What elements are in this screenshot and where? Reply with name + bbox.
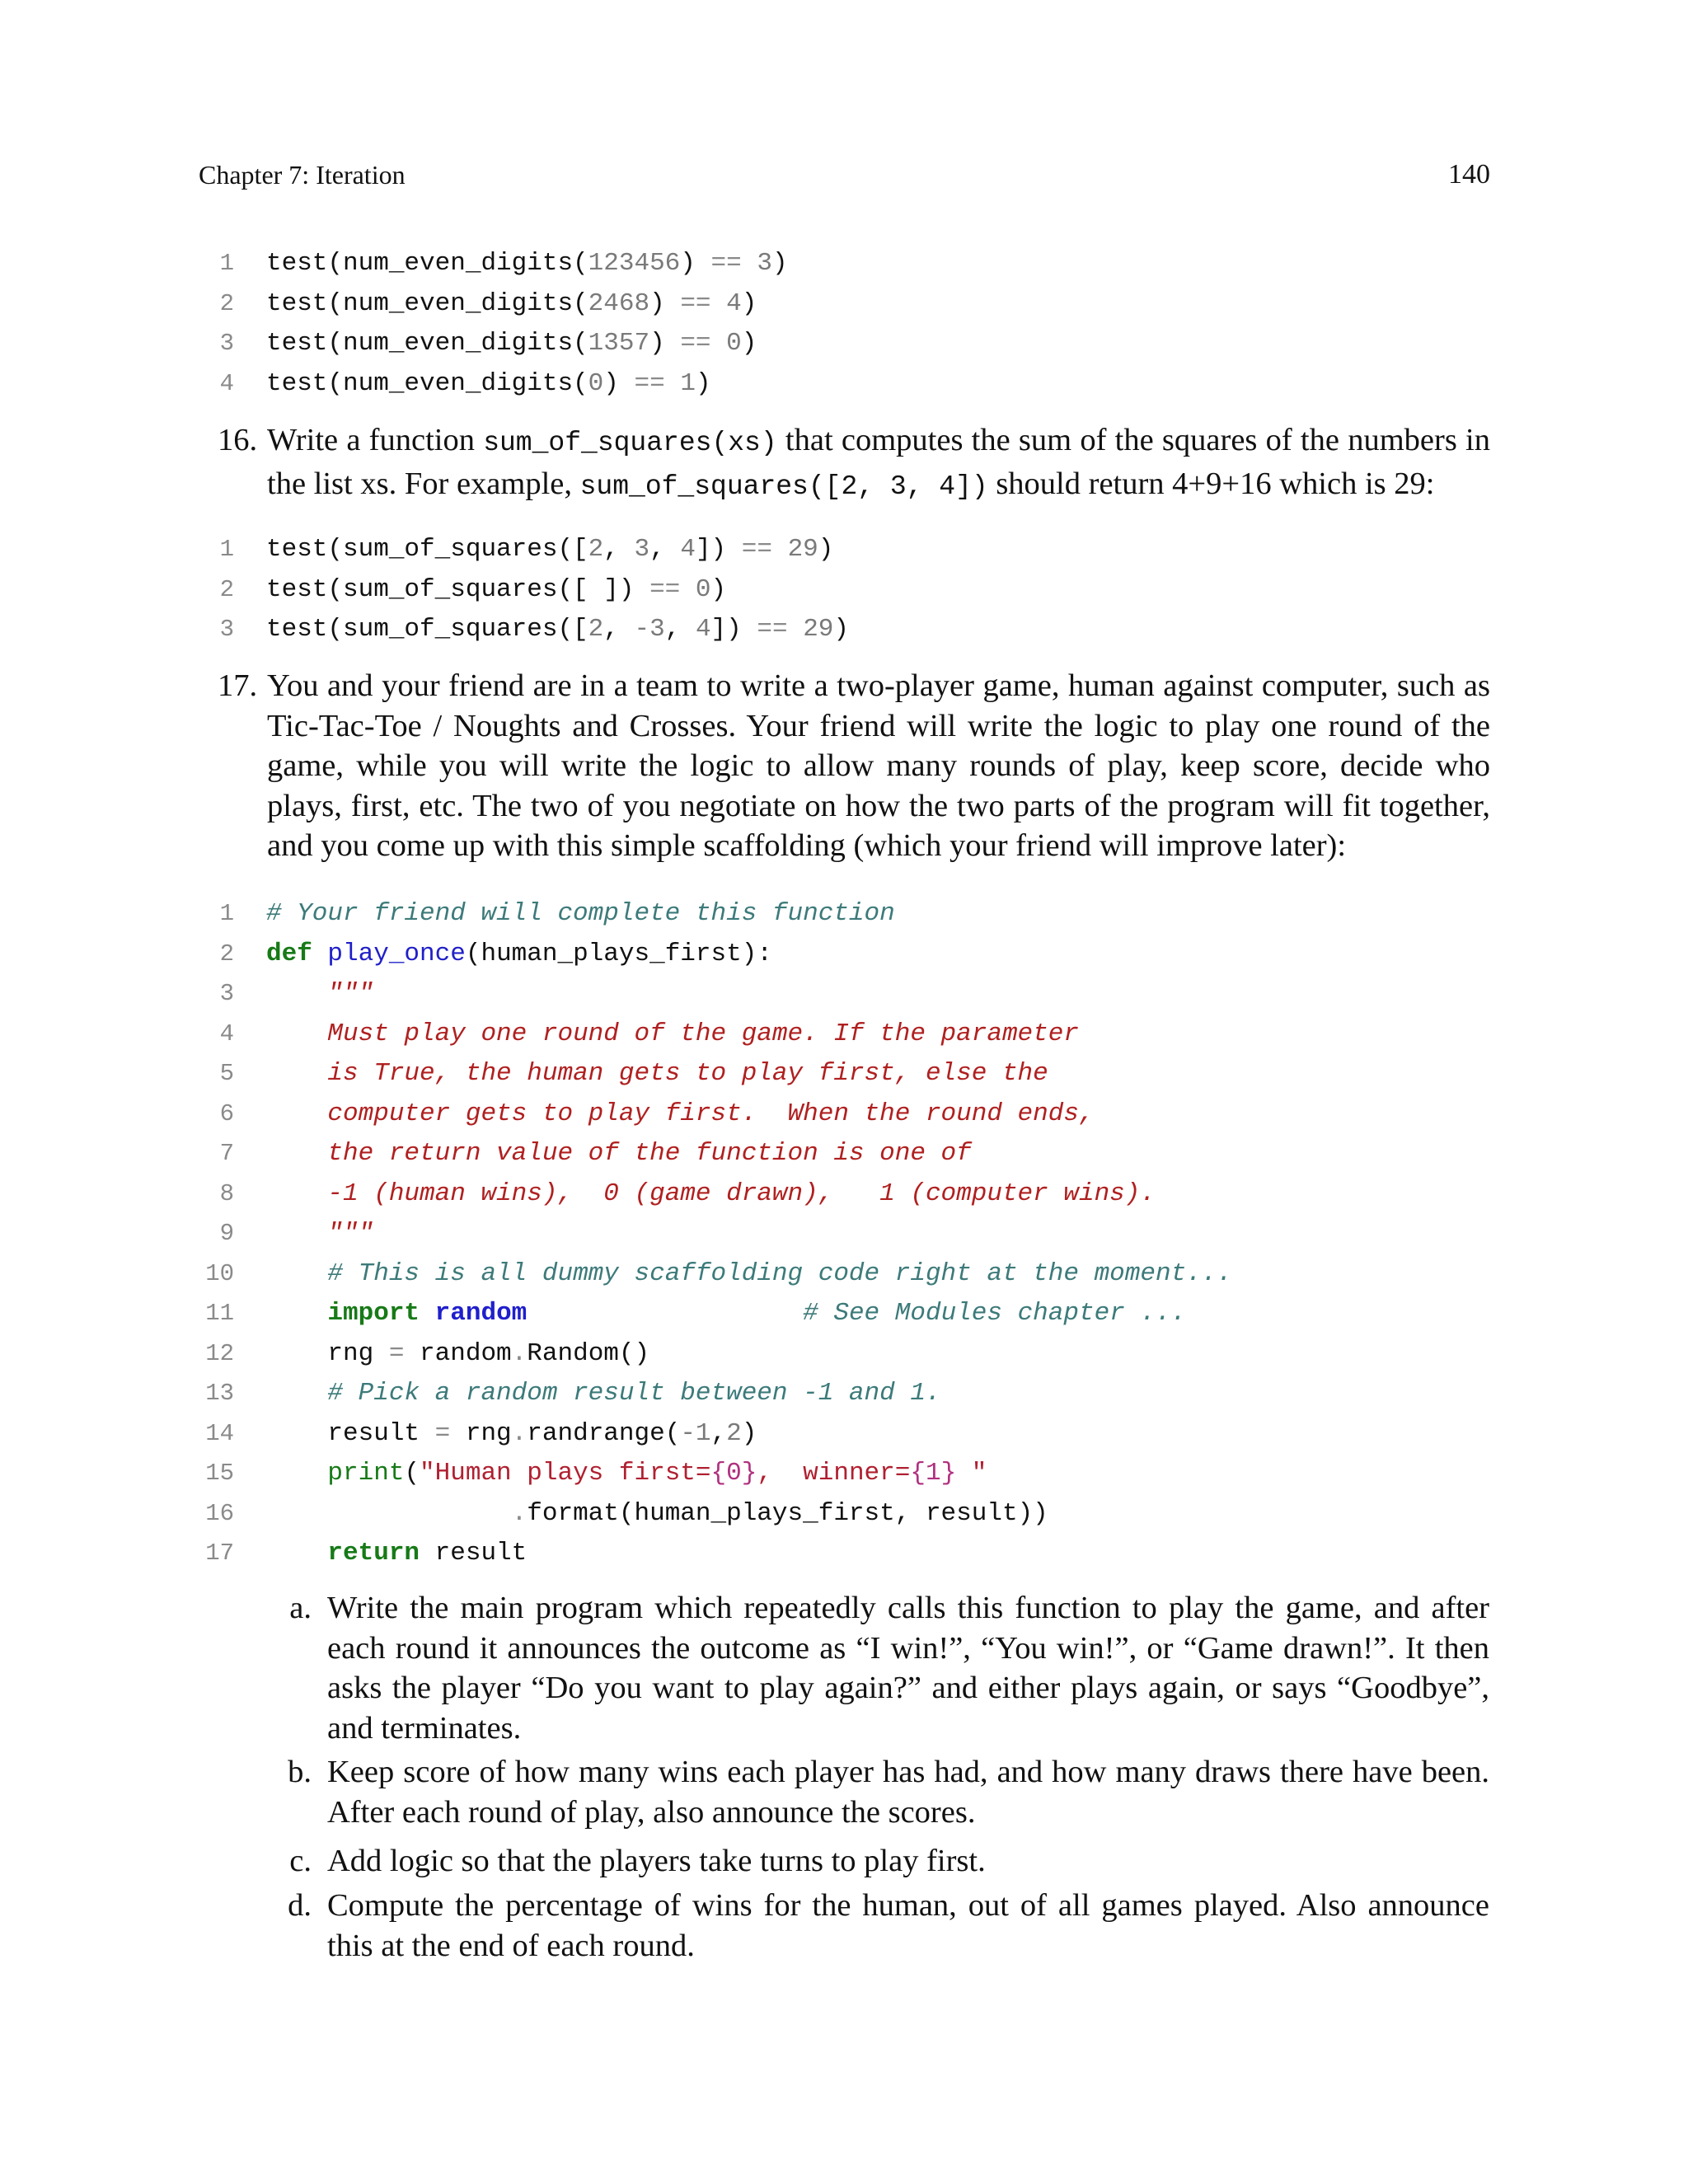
code-token: import (327, 1299, 420, 1328)
code-token (266, 1539, 327, 1568)
code-token: test(num_even_digits( (266, 329, 588, 358)
code-token (527, 1299, 803, 1328)
code-token: rng (450, 1418, 512, 1448)
code-line (0, 244, 1688, 284)
code-token: == (757, 615, 788, 644)
code-text (266, 1174, 1156, 1215)
code-token: """ (327, 979, 374, 1008)
line-number: 2 (219, 940, 234, 968)
sub-exercise-item (0, 1588, 1688, 1749)
code-token: """ (327, 1219, 374, 1248)
code-token: {1} (910, 1459, 957, 1488)
line-number: 3 (219, 980, 234, 1007)
code-token: Must play one round of the game. If the parameter (327, 1019, 1079, 1048)
line-number: 1 (219, 536, 234, 563)
code-text (266, 1414, 757, 1455)
code-token (711, 329, 727, 358)
code-token: ) (603, 368, 635, 398)
inline-code: sum_of_squares([2, 3, 4]) (579, 471, 988, 502)
code-text (266, 244, 788, 284)
code-token: play_once (327, 939, 466, 968)
code-token: . (511, 1338, 528, 1368)
code-text (266, 1094, 1095, 1135)
code-token: rng (266, 1338, 389, 1368)
code-text (266, 935, 772, 975)
code-token: 1 (680, 368, 696, 398)
code-text (266, 1134, 972, 1174)
code-token: 4 (726, 288, 742, 318)
line-number: 3 (219, 616, 234, 643)
code-token: test(num_even_digits( (266, 288, 588, 318)
code-token (312, 940, 328, 968)
page-number: 140 (1448, 159, 1490, 190)
code-token: = (434, 1418, 451, 1448)
code-token (711, 289, 727, 318)
code-line (0, 1494, 1688, 1535)
code-token: 1357 (588, 329, 650, 358)
code-token: == (634, 368, 665, 398)
line-number: 7 (219, 1140, 234, 1167)
sub-exercise-label: c. (289, 1844, 312, 1878)
code-line (0, 284, 1688, 325)
code-token (266, 1099, 327, 1128)
code-token: # Your friend will complete this function (266, 899, 895, 928)
code-token (772, 535, 788, 564)
line-number: 4 (219, 1019, 234, 1047)
code-text (266, 324, 757, 364)
code-line (0, 1374, 1688, 1414)
code-text (266, 570, 726, 611)
line-number: 15 (205, 1460, 234, 1487)
code-token: # See Modules chapter ... (803, 1299, 1187, 1328)
exercise-16 (218, 420, 1490, 503)
code-token: 0 (726, 329, 742, 358)
code-token: -3 (634, 615, 665, 644)
code-line (0, 1134, 1688, 1174)
code-token: 3 (757, 249, 772, 278)
sub-exercise-label: d. (288, 1888, 312, 1923)
code-text (266, 284, 757, 325)
sub-exercise-item (0, 1841, 1688, 1882)
code-line (0, 1254, 1688, 1295)
code-token: randrange( (527, 1418, 681, 1448)
code-text (266, 1294, 1186, 1334)
code-token: result (266, 1418, 435, 1448)
code-line (0, 935, 1688, 975)
code-token: test(num_even_digits( (266, 249, 588, 278)
code-token: test(num_even_digits( (266, 368, 588, 398)
sub-exercise-text: Compute the percentage of wins for the human, out of all games played. Also announce this at the end of each round. (327, 1888, 1489, 1963)
code-line (0, 364, 1688, 405)
code-token: 0 (695, 574, 711, 604)
code-token: Random() (527, 1338, 650, 1368)
line-number: 8 (219, 1179, 234, 1207)
code-token: # This is all dummy scaffolding code right at the moment... (327, 1258, 1233, 1288)
code-token: 2468 (588, 288, 650, 318)
line-number: 5 (219, 1060, 234, 1087)
code-token: ( (404, 1459, 420, 1488)
code-token: ) (741, 329, 757, 358)
code-line (0, 1534, 1688, 1574)
code-text (266, 530, 833, 570)
sub-exercise-item (0, 1886, 1688, 1968)
line-number: 3 (219, 330, 234, 357)
code-token: ]) (710, 615, 757, 644)
line-number: 17 (205, 1540, 234, 1567)
code-line (0, 1334, 1688, 1375)
code-token: == (649, 574, 681, 604)
exercise-17 (218, 666, 1490, 868)
code-token: -1 (680, 1418, 711, 1448)
code-token: . (511, 1498, 528, 1528)
line-number: 2 (219, 289, 234, 317)
code-token: (human_plays_first): (465, 939, 772, 968)
code-token: , (664, 615, 696, 644)
code-token (266, 1499, 512, 1528)
line-number: 1 (219, 250, 234, 277)
code-line (0, 894, 1688, 935)
sub-exercise-item (0, 1752, 1688, 1835)
code-line (0, 530, 1688, 570)
code-token: -1 (human wins), 0 (game drawn), 1 (computer wins). (327, 1179, 1156, 1208)
code-token: format(human_plays_first, result)) (527, 1498, 1048, 1528)
code-line (0, 1015, 1688, 1055)
code-token (420, 1299, 435, 1328)
code-token: == (680, 329, 711, 358)
code-token (266, 1139, 327, 1168)
code-line (0, 1174, 1688, 1215)
code-token: 2 (726, 1418, 742, 1448)
code-token: ) (680, 249, 711, 278)
code-text (266, 1494, 1048, 1535)
code-token: 0 (588, 368, 604, 398)
code-token (266, 1259, 327, 1288)
code-token: ) (649, 329, 681, 358)
code-token (266, 979, 327, 1008)
code-line (0, 1054, 1688, 1094)
code-line (0, 974, 1688, 1015)
code-block-sum-of-squares (0, 530, 1688, 650)
code-token: 4 (680, 535, 696, 564)
code-token: , (603, 535, 635, 564)
code-token: ) (649, 288, 681, 318)
code-line (0, 1214, 1688, 1254)
line-number: 12 (205, 1339, 234, 1367)
code-token: ) (741, 1418, 757, 1448)
inline-code: sum_of_squares(xs) (483, 428, 777, 458)
code-token: ) (833, 615, 850, 644)
code-text (266, 1214, 373, 1254)
code-token: ) (741, 288, 757, 318)
code-token (742, 249, 757, 278)
code-token: == (680, 288, 711, 318)
code-token: ) (710, 574, 727, 604)
code-line (0, 570, 1688, 611)
exercise-number: 16. (218, 423, 258, 457)
code-token (266, 1459, 327, 1488)
code-token: 3 (634, 535, 650, 564)
code-token (266, 1299, 327, 1328)
code-line (0, 1094, 1688, 1135)
line-number: 10 (205, 1259, 234, 1287)
code-text (266, 1054, 1048, 1094)
code-text (266, 974, 373, 1015)
code-token: . (511, 1418, 528, 1448)
code-token: "Human plays first= (420, 1459, 711, 1488)
code-token: computer gets to play first. When the round ends, (327, 1099, 1095, 1128)
code-text (266, 1534, 527, 1574)
sub-exercise-text: Write the main program which repeatedly calls this function to play the game, and after each round it announces the outcome as “I win!”, “You win!”, or “Game drawn!”. It then asks the player “Do you want to play again?” and either plays again, or says “Goodbye”, and terminates. (327, 1591, 1489, 1746)
code-token: # Pick a random result between -1 and 1. (327, 1379, 941, 1408)
code-text (266, 364, 711, 405)
code-token: = (388, 1338, 405, 1368)
code-token (788, 615, 804, 644)
code-token: test(sum_of_squares([ (266, 535, 588, 564)
code-text (266, 1015, 1079, 1055)
code-line (0, 1294, 1688, 1334)
code-token: is True, the human gets to play first, else the (327, 1059, 1048, 1088)
code-token: 2 (588, 615, 604, 644)
code-token: {0} (710, 1459, 757, 1488)
line-number: 11 (205, 1300, 234, 1327)
line-number: 16 (205, 1499, 234, 1527)
line-number: 13 (205, 1380, 234, 1407)
code-token: 4 (695, 615, 711, 644)
code-text (266, 1374, 941, 1414)
line-number: 9 (219, 1220, 234, 1247)
code-token: print (327, 1459, 405, 1488)
code-token: return (327, 1539, 420, 1568)
code-line (0, 1454, 1688, 1494)
page-header (199, 155, 1490, 194)
code-token (680, 575, 696, 604)
code-line (0, 1414, 1688, 1455)
code-token: , winner= (757, 1459, 911, 1488)
code-token: == (741, 535, 772, 564)
exercise-text: Write a function sum_of_squares(xs) that computes the sum of the squares of the numbers in the list xs. For example, sum_of_squares([2, 3, 4]) should return 4+9+16 which is 29: (267, 423, 1490, 502)
code-token: random (434, 1299, 528, 1328)
code-token: result (420, 1539, 528, 1568)
code-token: ) (818, 535, 834, 564)
code-token: ]) (695, 535, 742, 564)
code-token (266, 1059, 327, 1088)
code-token: def (266, 939, 312, 968)
code-text (266, 1334, 649, 1375)
code-token: 29 (787, 535, 818, 564)
code-token: random (404, 1338, 512, 1368)
code-block-play-once (0, 894, 1688, 1574)
code-token: 29 (803, 615, 834, 644)
code-text (266, 894, 895, 935)
code-token: test(sum_of_squares([ ]) (266, 574, 650, 604)
code-token: 123456 (588, 249, 681, 278)
chapter-title: Chapter 7: Iteration (199, 160, 406, 190)
code-token: " (956, 1459, 987, 1488)
code-token: ) (771, 249, 788, 278)
code-token: , (603, 615, 635, 644)
code-token: test(sum_of_squares([ (266, 615, 588, 644)
code-token: == (710, 249, 742, 278)
sub-exercise-text: Add logic so that the players take turns to play first. (327, 1844, 986, 1878)
code-token (266, 1019, 327, 1048)
line-number: 2 (219, 575, 234, 603)
sub-exercise-label: b. (288, 1755, 312, 1789)
code-token (266, 1379, 327, 1408)
line-number: 4 (219, 369, 234, 397)
code-text (266, 1254, 1232, 1295)
code-line (0, 610, 1688, 650)
code-token: , (649, 535, 681, 564)
sub-exercise-label: a. (289, 1591, 312, 1625)
code-token: 2 (588, 535, 604, 564)
line-number: 6 (219, 1099, 234, 1127)
code-line (0, 324, 1688, 364)
exercise-text: You and your friend are in a team to write a two-player game, human against computer, such as Tic-Tac-Toe / Noughts and Crosses. Your friend will write the logic to play one round of the game, while you will write the logic to allow many rounds of play, keep score, decide who plays, first, etc. The two of you negotiate on how the two parts of the program will fit together, and you come up with this simple scaffolding (which your friend will improve later): (267, 668, 1490, 863)
code-token (266, 1179, 327, 1208)
code-token: the return value of the function is one of (327, 1139, 972, 1168)
code-text (266, 1454, 987, 1494)
code-token (266, 1219, 327, 1248)
code-token (665, 369, 681, 398)
line-number: 14 (205, 1419, 234, 1447)
sub-exercise-text: Keep score of how many wins each player has had, and how many draws there have been. After each round of play, also announce the scores. (327, 1755, 1489, 1830)
exercise-number: 17. (218, 668, 258, 703)
code-token: ) (695, 368, 711, 398)
line-number: 1 (219, 900, 234, 927)
code-text (266, 610, 849, 650)
code-token: , (710, 1418, 727, 1448)
code-block-num-even-digits (0, 244, 1688, 404)
